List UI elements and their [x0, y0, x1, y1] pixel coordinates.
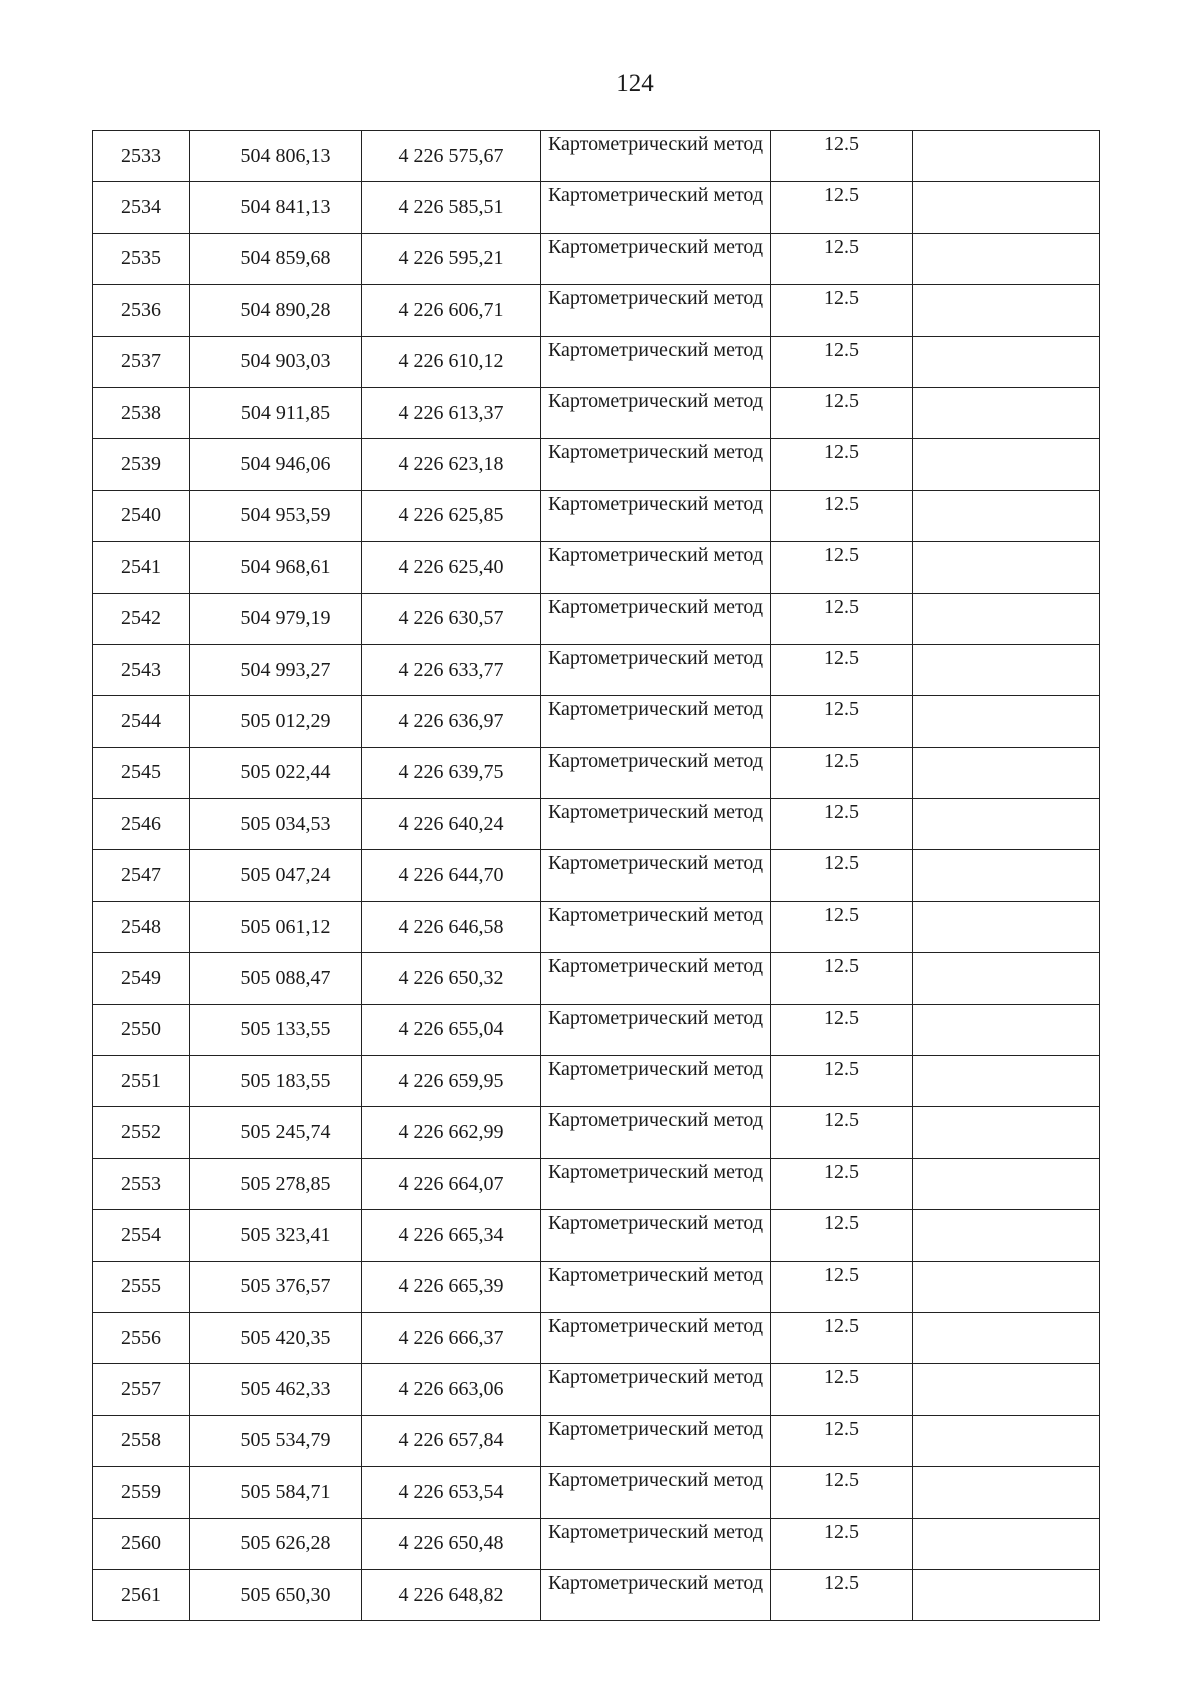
y-coordinate-cell: 4 226 613,37: [362, 387, 541, 438]
point-number-cell: 2542: [93, 593, 190, 644]
y-coordinate-cell: 4 226 640,24: [362, 799, 541, 850]
point-number-cell: 2546: [93, 799, 190, 850]
table-row: [93, 1261, 1100, 1312]
point-number-cell: 2557: [93, 1364, 190, 1415]
accuracy-cell: 12.5: [771, 1210, 913, 1261]
method-cell: Картометрический метод: [541, 1210, 771, 1261]
point-number-cell: 2541: [93, 542, 190, 593]
accuracy-cell: 12.5: [771, 747, 913, 798]
point-number-cell: 2545: [93, 747, 190, 798]
method-cell: Картометрический метод: [541, 1415, 771, 1466]
x-coordinate-cell: 505 462,33: [190, 1364, 362, 1415]
x-coordinate-cell: 504 890,28: [190, 285, 362, 336]
table-row: [93, 387, 1100, 438]
table-row: [93, 850, 1100, 901]
x-coordinate-cell: 504 859,68: [190, 233, 362, 284]
method-cell: Картометрический метод: [541, 1364, 771, 1415]
x-coordinate-cell: 505 012,29: [190, 696, 362, 747]
note-cell: [913, 901, 1100, 952]
table-row: [93, 696, 1100, 747]
method-cell: Картометрический метод: [541, 1312, 771, 1363]
x-coordinate-cell: 505 420,35: [190, 1312, 362, 1363]
accuracy-cell: 12.5: [771, 644, 913, 695]
note-cell: [913, 336, 1100, 387]
y-coordinate-cell: 4 226 610,12: [362, 336, 541, 387]
method-cell: Картометрический метод: [541, 233, 771, 284]
y-coordinate-cell: 4 226 665,34: [362, 1210, 541, 1261]
accuracy-cell: 12.5: [771, 439, 913, 490]
accuracy-cell: 12.5: [771, 336, 913, 387]
note-cell: [913, 1467, 1100, 1518]
table-row: [93, 439, 1100, 490]
accuracy-cell: 12.5: [771, 696, 913, 747]
x-coordinate-cell: 505 626,28: [190, 1518, 362, 1569]
note-cell: [913, 1569, 1100, 1620]
method-cell: Картометрический метод: [541, 336, 771, 387]
x-coordinate-cell: 505 650,30: [190, 1569, 362, 1620]
y-coordinate-cell: 4 226 666,37: [362, 1312, 541, 1363]
y-coordinate-cell: 4 226 585,51: [362, 182, 541, 233]
x-coordinate-cell: 505 034,53: [190, 799, 362, 850]
table-row: [93, 1312, 1100, 1363]
accuracy-cell: 12.5: [771, 1312, 913, 1363]
accuracy-cell: 12.5: [771, 233, 913, 284]
note-cell: [913, 1107, 1100, 1158]
y-coordinate-cell: 4 226 657,84: [362, 1415, 541, 1466]
point-number-cell: 2536: [93, 285, 190, 336]
note-cell: [913, 233, 1100, 284]
x-coordinate-cell: 504 841,13: [190, 182, 362, 233]
accuracy-cell: 12.5: [771, 131, 913, 182]
accuracy-cell: 12.5: [771, 490, 913, 541]
table-row: [93, 285, 1100, 336]
table-row: [93, 542, 1100, 593]
table-row: [93, 490, 1100, 541]
point-number-cell: 2549: [93, 953, 190, 1004]
table-row: [93, 593, 1100, 644]
y-coordinate-cell: 4 226 625,40: [362, 542, 541, 593]
x-coordinate-cell: 504 968,61: [190, 542, 362, 593]
table-row: [93, 1415, 1100, 1466]
x-coordinate-cell: 504 993,27: [190, 644, 362, 695]
accuracy-cell: 12.5: [771, 542, 913, 593]
point-number-cell: 2551: [93, 1056, 190, 1107]
x-coordinate-cell: 505 047,24: [190, 850, 362, 901]
y-coordinate-cell: 4 226 664,07: [362, 1158, 541, 1209]
y-coordinate-cell: 4 226 653,54: [362, 1467, 541, 1518]
table-row: [93, 1569, 1100, 1620]
point-number-cell: 2534: [93, 182, 190, 233]
x-coordinate-cell: 505 534,79: [190, 1415, 362, 1466]
method-cell: Картометрический метод: [541, 644, 771, 695]
x-coordinate-cell: 504 911,85: [190, 387, 362, 438]
y-coordinate-cell: 4 226 646,58: [362, 901, 541, 952]
accuracy-cell: 12.5: [771, 593, 913, 644]
table-body: [93, 131, 1100, 1621]
method-cell: Картометрический метод: [541, 953, 771, 1004]
method-cell: Картометрический метод: [541, 1467, 771, 1518]
note-cell: [913, 1004, 1100, 1055]
y-coordinate-cell: 4 226 630,57: [362, 593, 541, 644]
point-number-cell: 2539: [93, 439, 190, 490]
x-coordinate-cell: 505 323,41: [190, 1210, 362, 1261]
point-number-cell: 2540: [93, 490, 190, 541]
accuracy-cell: 12.5: [771, 1056, 913, 1107]
method-cell: Картометрический метод: [541, 387, 771, 438]
method-cell: Картометрический метод: [541, 1569, 771, 1620]
accuracy-cell: 12.5: [771, 1415, 913, 1466]
y-coordinate-cell: 4 226 662,99: [362, 1107, 541, 1158]
method-cell: Картометрический метод: [541, 131, 771, 182]
note-cell: [913, 1364, 1100, 1415]
note-cell: [913, 182, 1100, 233]
note-cell: [913, 542, 1100, 593]
y-coordinate-cell: 4 226 606,71: [362, 285, 541, 336]
x-coordinate-cell: 505 376,57: [190, 1261, 362, 1312]
y-coordinate-cell: 4 226 655,04: [362, 1004, 541, 1055]
note-cell: [913, 285, 1100, 336]
accuracy-cell: 12.5: [771, 953, 913, 1004]
y-coordinate-cell: 4 226 665,39: [362, 1261, 541, 1312]
method-cell: Картометрический метод: [541, 593, 771, 644]
table-row: [93, 1364, 1100, 1415]
note-cell: [913, 953, 1100, 1004]
method-cell: Картометрический метод: [541, 439, 771, 490]
point-number-cell: 2543: [93, 644, 190, 695]
note-cell: [913, 644, 1100, 695]
accuracy-cell: 12.5: [771, 1107, 913, 1158]
table-row: [93, 747, 1100, 798]
method-cell: Картометрический метод: [541, 285, 771, 336]
table-row: [93, 131, 1100, 182]
x-coordinate-cell: 504 979,19: [190, 593, 362, 644]
y-coordinate-cell: 4 226 575,67: [362, 131, 541, 182]
method-cell: Картометрический метод: [541, 747, 771, 798]
accuracy-cell: 12.5: [771, 285, 913, 336]
point-number-cell: 2558: [93, 1415, 190, 1466]
x-coordinate-cell: 505 061,12: [190, 901, 362, 952]
x-coordinate-cell: 504 953,59: [190, 490, 362, 541]
note-cell: [913, 1056, 1100, 1107]
table-row: [93, 233, 1100, 284]
table-row: [93, 799, 1100, 850]
y-coordinate-cell: 4 226 595,21: [362, 233, 541, 284]
point-number-cell: 2561: [93, 1569, 190, 1620]
method-cell: Картометрический метод: [541, 1056, 771, 1107]
table-row: [93, 1158, 1100, 1209]
accuracy-cell: 12.5: [771, 901, 913, 952]
method-cell: Картометрический метод: [541, 182, 771, 233]
y-coordinate-cell: 4 226 663,06: [362, 1364, 541, 1415]
note-cell: [913, 131, 1100, 182]
accuracy-cell: 12.5: [771, 1518, 913, 1569]
y-coordinate-cell: 4 226 644,70: [362, 850, 541, 901]
accuracy-cell: 12.5: [771, 387, 913, 438]
method-cell: Картометрический метод: [541, 490, 771, 541]
y-coordinate-cell: 4 226 650,48: [362, 1518, 541, 1569]
coordinates-table: [92, 130, 1100, 1621]
x-coordinate-cell: 505 245,74: [190, 1107, 362, 1158]
accuracy-cell: 12.5: [771, 1004, 913, 1055]
x-coordinate-cell: 504 946,06: [190, 439, 362, 490]
accuracy-cell: 12.5: [771, 1364, 913, 1415]
table-row: [93, 901, 1100, 952]
accuracy-cell: 12.5: [771, 1261, 913, 1312]
x-coordinate-cell: 505 278,85: [190, 1158, 362, 1209]
method-cell: Картометрический метод: [541, 901, 771, 952]
table-row: [93, 1210, 1100, 1261]
x-coordinate-cell: 504 903,03: [190, 336, 362, 387]
point-number-cell: 2555: [93, 1261, 190, 1312]
x-coordinate-cell: 504 806,13: [190, 131, 362, 182]
note-cell: [913, 593, 1100, 644]
y-coordinate-cell: 4 226 625,85: [362, 490, 541, 541]
point-number-cell: 2548: [93, 901, 190, 952]
method-cell: Картометрический метод: [541, 799, 771, 850]
point-number-cell: 2560: [93, 1518, 190, 1569]
point-number-cell: 2552: [93, 1107, 190, 1158]
note-cell: [913, 747, 1100, 798]
accuracy-cell: 12.5: [771, 1158, 913, 1209]
accuracy-cell: 12.5: [771, 1467, 913, 1518]
x-coordinate-cell: 505 133,55: [190, 1004, 362, 1055]
x-coordinate-cell: 505 022,44: [190, 747, 362, 798]
table-row: [93, 1467, 1100, 1518]
method-cell: Картометрический метод: [541, 850, 771, 901]
point-number-cell: 2553: [93, 1158, 190, 1209]
point-number-cell: 2556: [93, 1312, 190, 1363]
table-row: [93, 1518, 1100, 1569]
point-number-cell: 2538: [93, 387, 190, 438]
accuracy-cell: 12.5: [771, 850, 913, 901]
y-coordinate-cell: 4 226 633,77: [362, 644, 541, 695]
table-row: [93, 182, 1100, 233]
note-cell: [913, 799, 1100, 850]
table-row: [93, 644, 1100, 695]
x-coordinate-cell: 505 088,47: [190, 953, 362, 1004]
x-coordinate-cell: 505 183,55: [190, 1056, 362, 1107]
table-row: [93, 953, 1100, 1004]
y-coordinate-cell: 4 226 639,75: [362, 747, 541, 798]
point-number-cell: 2550: [93, 1004, 190, 1055]
point-number-cell: 2537: [93, 336, 190, 387]
point-number-cell: 2535: [93, 233, 190, 284]
note-cell: [913, 1518, 1100, 1569]
note-cell: [913, 387, 1100, 438]
table-row: [93, 1107, 1100, 1158]
accuracy-cell: 12.5: [771, 799, 913, 850]
point-number-cell: 2554: [93, 1210, 190, 1261]
method-cell: Картометрический метод: [541, 1518, 771, 1569]
x-coordinate-cell: 505 584,71: [190, 1467, 362, 1518]
page-number: 124: [616, 70, 654, 97]
table-row: [93, 1004, 1100, 1055]
method-cell: Картометрический метод: [541, 1261, 771, 1312]
point-number-cell: 2559: [93, 1467, 190, 1518]
note-cell: [913, 1415, 1100, 1466]
method-cell: Картометрический метод: [541, 1158, 771, 1209]
y-coordinate-cell: 4 226 650,32: [362, 953, 541, 1004]
y-coordinate-cell: 4 226 659,95: [362, 1056, 541, 1107]
accuracy-cell: 12.5: [771, 182, 913, 233]
note-cell: [913, 1312, 1100, 1363]
note-cell: [913, 1158, 1100, 1209]
y-coordinate-cell: 4 226 648,82: [362, 1569, 541, 1620]
note-cell: [913, 1261, 1100, 1312]
y-coordinate-cell: 4 226 636,97: [362, 696, 541, 747]
method-cell: Картометрический метод: [541, 696, 771, 747]
method-cell: Картометрический метод: [541, 542, 771, 593]
point-number-cell: 2544: [93, 696, 190, 747]
method-cell: Картометрический метод: [541, 1004, 771, 1055]
note-cell: [913, 696, 1100, 747]
accuracy-cell: 12.5: [771, 1569, 913, 1620]
y-coordinate-cell: 4 226 623,18: [362, 439, 541, 490]
point-number-cell: 2547: [93, 850, 190, 901]
table-row: [93, 1056, 1100, 1107]
note-cell: [913, 850, 1100, 901]
note-cell: [913, 490, 1100, 541]
point-number-cell: 2533: [93, 131, 190, 182]
note-cell: [913, 439, 1100, 490]
note-cell: [913, 1210, 1100, 1261]
table-row: [93, 336, 1100, 387]
method-cell: Картометрический метод: [541, 1107, 771, 1158]
